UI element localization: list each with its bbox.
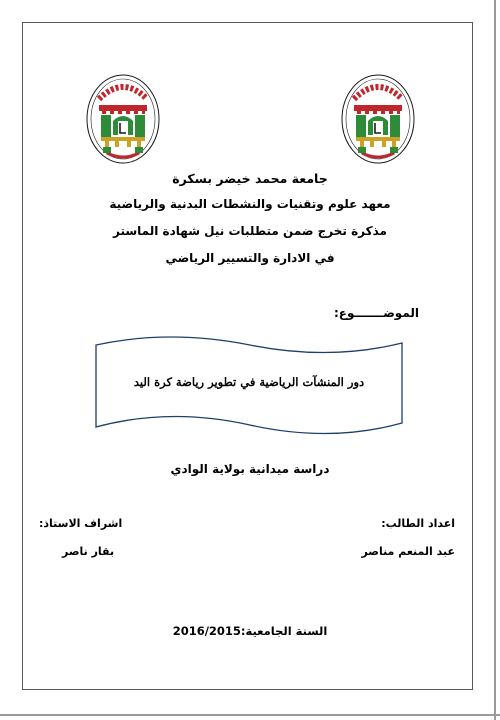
supervisor-label: اشراف الاستاذ: [39,517,123,530]
memo-description: مذكرة تخرج ضمن متطلبات نيل شهادة الماستر [113,224,387,238]
academic-year-value: 2016/2015 [172,624,241,638]
student-name: عبد المنعم مناصر [361,545,455,558]
field-study-line: دراسة ميدانية بولاية الوادي [170,462,330,476]
university-name: جامعة محمد خيضر بسكرة [172,171,328,186]
specialty-line: في الادارة والتسيير الرياضي [165,251,335,265]
academic-year-label: السنة الجامعية: [240,624,328,638]
supervisor-name: بقار ناصر [62,545,115,558]
university-emblem-icon [340,73,416,167]
university-emblem-icon [85,73,161,167]
subject-label: الموضـــــــوع: [333,306,419,320]
institute-name: معهد علوم وتقنيات والنشطات البدنية والرياضية [109,197,391,211]
thesis-title-scroll [90,331,408,441]
page-edge-bottom [0,714,500,716]
page-edge-right [494,0,496,720]
academic-year [0,624,500,638]
thesis-title: دور المنشآت الرياضية في تطوير رياضة كرة اليد [133,375,365,389]
prepared-by-label: اعداد الطالب: [381,517,455,530]
